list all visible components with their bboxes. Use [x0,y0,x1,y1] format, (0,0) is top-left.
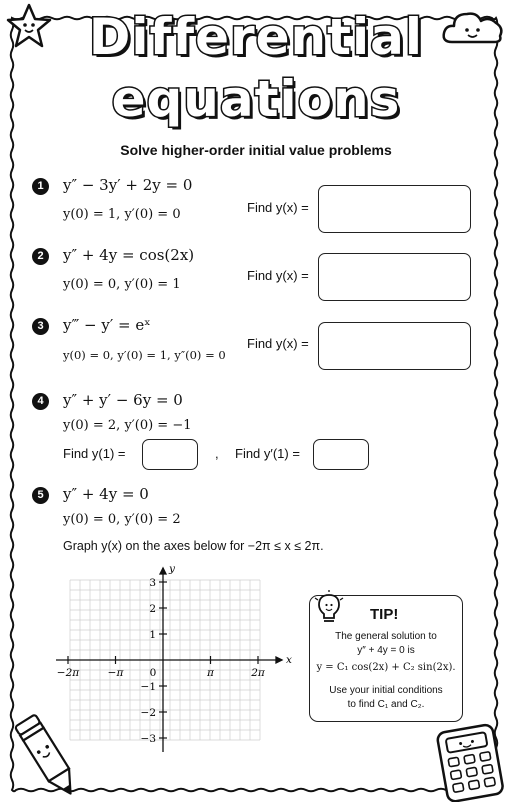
x-tick-label: π [207,667,214,679]
y-axis-label: y [169,563,175,575]
tip-title: TIP! [370,606,399,623]
problem-4-equation: y″ + y′ − 6y = 0 [63,391,183,409]
tip-line-3: y = C₁ cos(2x) + C₂ sin(2x). [316,662,456,673]
problem-3-answer-box[interactable] [318,322,471,370]
y-tick-label: −3 [140,733,156,745]
problem-4-answer-box-2[interactable] [313,439,369,470]
problem-2-conditions: y(0) = 0, y′(0) = 1 [63,277,181,292]
problem-2-prompt: Find y(x) = [247,268,309,283]
title-line-2: equations [111,70,401,128]
x-tick-label: −2π [56,667,80,679]
problem-1-equation: y″ − 3y′ + 2y = 0 [63,176,193,194]
subtitle: Solve higher-order initial value problems [120,142,392,158]
problem-number-5: 5 [32,487,49,504]
x-tick-label: 2π [251,667,265,679]
calculator-icon [436,722,506,802]
problem-3-equation: y‴ − y′ = eˣ [63,316,151,334]
title-line-1: Differential [88,8,424,66]
tip-line-1: The general solution to [335,631,437,642]
problem-3-conditions: y(0) = 0, y′(0) = 1, y″(0) = 0 [63,348,226,362]
problem-2-answer-box[interactable] [318,253,471,301]
y-tick-label: 1 [149,629,156,641]
y-tick-label: −1 [140,681,156,693]
problem-5-equation: y″ + 4y = 0 [63,485,149,503]
problem-4-separator: , [215,446,219,461]
y-tick-label: −2 [140,707,156,719]
x-tick-label: 0 [149,667,157,679]
problem-4-conditions: y(0) = 2, y′(0) = −1 [63,418,192,433]
y-tick-label: 3 [149,577,156,589]
problem-3-prompt: Find y(x) = [247,336,309,351]
problem-number-4: 4 [32,393,49,410]
problem-4-answer-box-1[interactable] [142,439,198,470]
problem-1-prompt: Find y(x) = [247,200,309,215]
y-tick-label: 2 [149,603,156,615]
x-axis-label: x [286,654,292,666]
problem-2-equation: y″ + 4y = cos(2x) [63,246,195,264]
lightbulb-icon [314,590,344,626]
problem-4-prompt-1: Find y(1) = [63,446,126,461]
tip-line-2: y″ + 4y = 0 is [357,645,415,656]
graph-axes[interactable] [50,560,300,760]
tip-line-5: to find C₁ and C₂. [347,699,425,710]
problem-1-conditions: y(0) = 1, y′(0) = 0 [63,207,181,222]
problem-number-1: 1 [32,178,49,195]
x-tick-label: −π [107,667,124,679]
problem-4-prompt-2: Find y′(1) = [235,446,300,461]
problem-5-instruction: Graph y(x) on the axes below for −2π ≤ x ≤ 2π. [63,539,324,553]
problem-5-conditions: y(0) = 0, y′(0) = 2 [63,512,181,527]
problem-1-answer-box[interactable] [318,185,471,233]
problem-number-3: 3 [32,318,49,335]
tip-box [309,595,463,722]
problem-number-2: 2 [32,248,49,265]
tip-line-4: Use your initial conditions [329,685,443,696]
